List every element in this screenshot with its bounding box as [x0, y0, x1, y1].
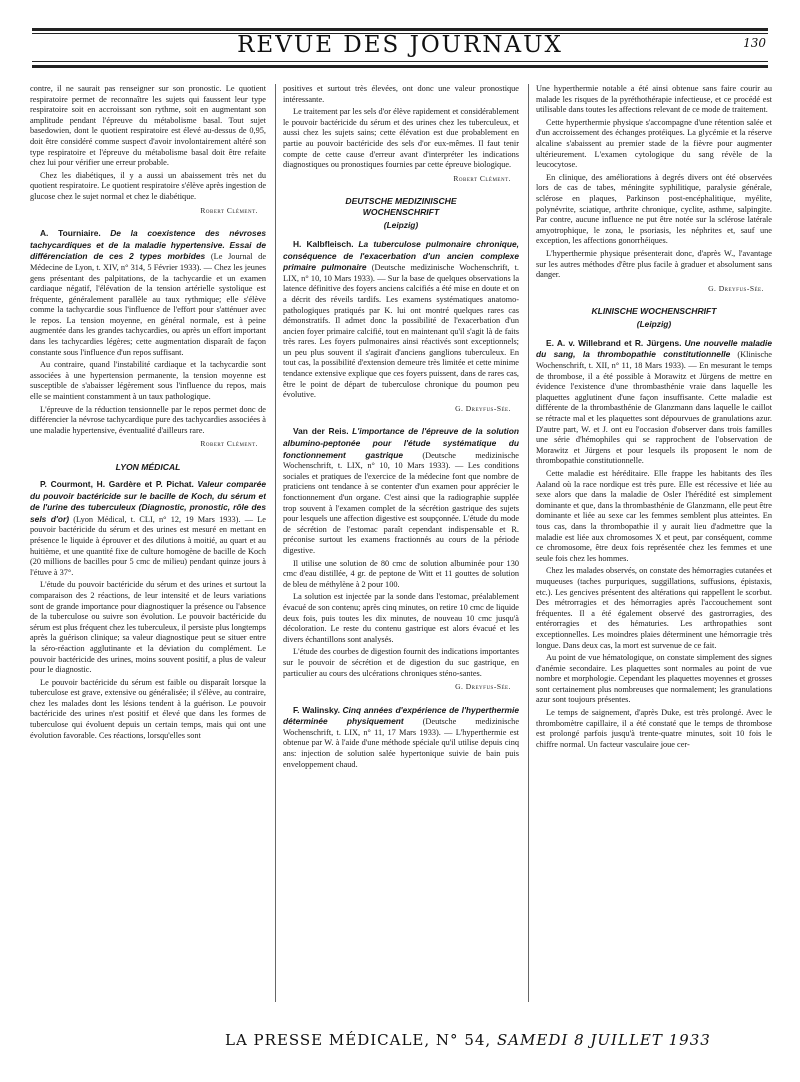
running-title: REVUE DES JOURNAUX: [237, 32, 563, 58]
signature: Robert Clément.: [200, 205, 258, 215]
paragraph: Au point de vue hématologique, on constate simplement des signes d'anémie secondaire. Les plaquettes sont normales au point de vue nombre et morphologie. Cependant les plaquettes moyennes et grosses sont certainement plus nombreuses que normalement; les granulations azur sont toujours présentes.: [536, 653, 772, 705]
masthead-top-rule: [32, 28, 768, 31]
paragraph: Le pouvoir bactéricide du sérum est faible ou disparaît lorsque la tuberculose est grave, extensive ou généralisée; il s'élève, au contraire, chez les malades dont les lésions tendent à la guérison. Le pouvoir bactéricide des urines n'est positif et élevé que dans les formes de tuberculose qui évoluent depuis un certain temps, mais qui ont une évolution favorable. Ces réactions, lorsqu'elles sont: [30, 677, 266, 740]
abstract-courmont: [30, 479, 266, 578]
section-heading-deutsche-line2: WOCHENSCHRIFT: [362, 207, 440, 218]
paragraph: Au contraire, quand l'instabilité cardiaque et la tachycardie sont associées à une hypertension permanente, la tension moyenne est susceptible de s'abaisser légèrement sous l'influence du repos, mais elle se maintient constamment à un taux pathologique.: [30, 360, 266, 402]
signature: G. Dreyfus-Sée.: [455, 403, 511, 413]
paragraph: L'hyperthermie physique présenterait donc, d'après W., l'avantage sur les autres méthodes d'être plus facile à graduer et absolument sans danger.: [536, 248, 772, 280]
paragraph: La solution est injectée par la sonde dans l'estomac, préalablement évacué de son contenu; après cinq minutes, on retire 10 cmc de liquide deux fois, puis toutes les dix minutes, de nouveau 10 cmc jusqu'à décoloration. Le reste du contenu gastrique est alors évacué et les divers échantillons sont analysés.: [283, 592, 519, 644]
paragraph: Chez les diabétiques, il y a aussi un abaissement très net du quotient respiratoire. Le quotient respiratoire s'élève après ingestion de glucose chez le sujet normal et chez le diabétique.: [30, 170, 266, 201]
masthead-bottom-rule: [32, 65, 768, 68]
paragraph: Cette maladie est héréditaire. Elle frappe les habitants des îles Aaland où la race nordique est très pure. Elle est récessive et liée au sexe alors que dans la maladie de Osler l'hérédité est simplement dominante et que, dans la thrombasthénie de Glanzmann, elle peut être dominante et liée au sexe car les femmes semblent plus atteintes. En tous cas, dans la thrombopathie il y aurait lieu d'admettre que la maladie est liée aux chromosomes X et peut, par conséquent, comme ce chromosome, être deux fois représentée chez les femmes et une seule fois chez les hommes.: [536, 469, 772, 563]
article-authors: Van der Reis.: [293, 426, 349, 437]
abstract-tourniaire: [30, 228, 266, 358]
column-right: [536, 84, 772, 1002]
footer-date: SAMEDI 8 JUILLET 1933: [496, 1031, 711, 1049]
article-authors: A. Tourniaire.: [40, 228, 101, 239]
paragraph: L'épreuve de la réduction tensionnelle par le repos permet donc de différencier la névrose tachycardique pure des tachycardies associées à une maladie hypertensive, éventualité d'ailleurs rare.: [30, 404, 266, 435]
paragraph: Le temps de saignement, d'après Duke, est très prolongé. Avec le thrombomètre capillaire, il a été constaté que le temps de thrombose est prolongé parfois jusqu'à trente-quatre minutes, soit 10 fois le chiffre normal. Un facteur vasculaire joue cer-: [536, 708, 772, 749]
article-title: De la coexistence des névroses tachycardiques et de la maladie hypertensive. Essai de différenciation de ces 2 types morbides: [30, 228, 266, 262]
paragraph: L'étude des courbes de digestion fournit des indications importantes sur le pouvoir de sécrétion et de digestion du suc gastrique, en particulier au cours des ulcérations chroniques sténo-santes.: [283, 647, 519, 678]
signature: G. Dreyfus-Sée.: [455, 682, 511, 692]
article-authors: E. A. v. Willebrand et R. Jürgens.: [546, 337, 682, 348]
column-middle: [283, 84, 519, 1002]
column-divider: [275, 84, 276, 1002]
article-body: (Klinische Wochenschrift, t. XII, n° 11, 18 Mars 1933). — En mesurant le temps de thrombose, il a été possible à Morawitz et Jürgens de mettre en évidence l'existence d'une thrombasthénie vraie dans laquelle les plaquettes agglutinent d'une façon insuffisante. Cette maladie est différente de la thrombasthénie de Glanzmann dans laquelle le caillot se rétracte mal et les plaquettes sont dépourvues de granulations azur. D'autre part, W. et J. ont eu l'occasion d'observer dans trois familles une série d'hémophiles qui se rapprochent de l'observation de Morawitz et Jürgens et pour lesquels ils proposent le nom de thrombopathie constitutionnelle.: [536, 350, 772, 466]
section-heading-klinische: KLINISCHE WOCHENSCHRIFT: [591, 306, 717, 317]
abstract-kalbfleisch: [283, 239, 519, 401]
section-heading-lyon-medical: LYON MÉDICAL: [115, 462, 181, 472]
section-subheading: (Leipzig): [636, 319, 672, 330]
article-body: (Lyon Médical, t. CLI, n° 12, 19 Mars 1933). — Le pouvoir bactéricide du sérum et des urines est mesuré en mettant en présence le liquide à éprouver et des dilutions à moitié, au quart et au huitième, et une quantité fixe de culture homogène de bacille de Koch (20 millions de bacilles pour 5 cmc de milieu) pendant quinze jours à l'étuve à 37°.: [30, 514, 266, 577]
signature: G. Dreyfus-Sée.: [708, 283, 764, 293]
article-title: Valeur comparée du pouvoir bactéricide sur le bacille de Koch, du sérum et de l'urine des tuberculeux (Diagnostic, pronostic, rôle des sels d'or): [30, 479, 266, 524]
paragraph: Il utilise une solution de 80 cmc de solution albuminée pour 130 cmc d'eau distillée, 4 gr. de peptone de Witt et 11 gouttes de solution de bleu de méthylène à 2 pour 100.: [283, 558, 519, 589]
paragraph: Une hyperthermie notable a été ainsi obtenue sans faire courir au malade les risques de la pyréthothérapie infectieuse, et ce procédé est utilisable dans toutes les affections relevant de ce mode de traitement.: [536, 84, 772, 115]
masthead: [32, 28, 768, 68]
masthead-bottom-rule-thin: [32, 61, 768, 62]
article-body: (Deutsche medizinische Wochenschrift, t. LIX, n° 10, 10 Mars 1933). — Les conditions sociales et pratiques de l'exercice de la médecine font que nombre de praticiens ont tendance à se contenter d'un examen pour apprécier le fonctionnement d'un organe. C'est ainsi que la radiographie supplée trop souvent à l'examen complet de la sécrétion gastrique des sujets pour lesquels une affection digestive est soupçonnée. L'étude du mode de sécrétion de l'estomac paraît cependant indispensable et R. préconise surtout les examens fractionnés au cours de la période digestive.: [283, 450, 519, 555]
signature: Robert Clément.: [200, 439, 258, 449]
article-body: (Le Journal de Médecine de Lyon, t. XIV, n° 314, 5 Février 1933). — Chez les jeunes gens présentant des palpitations, de la tachycardie et un examen cardiaque négatif, l'élévation de la tension artérielle systolique est fréquente, généralement parallèle au taux rythmique; elle s'élève comme la tachycardie sous l'influence de l'effort pour s'atténuer avec le repos. La tension moyenne, en général normale, est à peine augmentée dans les grandes tachycardies, ou après un effort important dans les tachycardies légères; cette augmentation disparaît de façon constante sous l'influence d'un repos suffisant.: [30, 252, 266, 357]
page-footer: [225, 1031, 765, 1061]
section-heading-deutsche-line1: DEUTSCHE MEDIZINISCHE: [345, 196, 457, 207]
paragraph: En clinique, des améliorations à degrés divers ont été observées lors de cas de tabes, méningite syphilitique, paralysie générale, sclérose en plaques, Parkinson post-encéphalitique, myélite, polynévrite, sciatique, arthrite chronique, cyclite, asthme, salpingite. Par contre, aucune influence ne put être notée sur la sclérose latérale amyotrophique, le zona, le psoriasis, les néphrites et, sauf une exception, les affections gonorrhéiques.: [536, 172, 772, 246]
abstract-van-der-reis: [283, 426, 519, 556]
article-title: Cinq années d'expérience de l'hyperthermie déterminée physiquement: [283, 704, 519, 727]
article-title: La tuberculose pulmonaire chronique, conséquence de l'exacerbation d'un ancien complexe primaire pulmonaire: [283, 238, 519, 273]
paragraph: Le traitement par les sels d'or élève rapidement et considérablement le pouvoir bactéricide du sérum et des urines chez les tuberculeux, et aussi chez les sujets sains; cette élévation est due probablement en partie au pouvoir bactéricide des sels d'or eux-mêmes. Il faut tenir compte de cette cause d'erreur avant d'interpréter les indications diagnostiques ou pronostiques fournies par cette épreuve biologique.: [283, 107, 519, 170]
article-body: (Deutsche medizinische Wochenschrift, t. LIX, n° 11, 17 Mars 1933). — L'hyperthermie est obtenue par W. à l'aide d'une méthode spéciale qu'il utilise depuis cinq ans: injection de solution salée hypertonique suivie de bain puis enveloppement chaud.: [283, 717, 519, 769]
article-authors: H. Kalbfleisch.: [293, 238, 354, 249]
page-number: 130: [743, 36, 766, 50]
abstract-walinsky: [283, 705, 519, 771]
section-subheading: (Leipzig): [383, 220, 419, 231]
paragraph: positives et surtout très élevées, ont donc une valeur pronostique intéressante.: [283, 84, 519, 104]
article-body: (Deutsche medizinische Wochenschrift, t. LIX, n° 10, 10 Mars 1933). — Sur la base de quelques observations la latence définitive des foyers anciens calcifiés a été mise en doute et on a décrit des réveils tardifs. Les examens systématiques anatomo-pathologiques pratiqués par K. lui ont montré quelques rares cas démonstratifs. Il admet donc la possibilité de l'exacerbation d'un ancien foyer primaire calcifié, tout en maintenant qu'il s'agit là de faits très rares. Les foyers pulmonaires ainsi réactivés sont exceptionnels; un peu plus souvent il s'agirait d'anciens ganglions tuberculeux. En tout cas, la possibilité d'extension demeure très limitée et cette minime tendance extensive explique que ces foyers puissent, dans de rares cas, être le point de départ de tuberculose chronique du poumon peu évolutive.: [283, 263, 519, 400]
column-left: [30, 84, 266, 1002]
paragraph: Chez les malades observés, on constate des hémorragies cutanées et muqueuses (taches purpuriques, suggillations, suffusions, épistaxis, etc.). Les gencives présentent des altérations qui rappellent le scorbut. Des métrorragies et des hémorragies après l'accouchement sont fréquentes. Il a été également observé des gastrorragies, des entérorragies et des hématuries. Les arthropathies sont exceptionnelles. Les moindres plaies déterminent une hémorragie très longue. Dans deux cas, la mort est survenue de ce fait.: [536, 566, 772, 650]
article-title: Une nouvelle maladie du sang, la thrombopathie constitutionnelle: [536, 337, 772, 360]
paragraph: contre, il ne saurait pas renseigner sur son pronostic. Le quotient respiratoire permet de reconnaître les sujets qui faussent leur type respiratoire soit en accroissant son rythme, soit en augmentant son amplitude pendant l'épreuve du métabolisme basal. Tout sujet basedowien, dont le quotient respiratoire est élevé au-dessus de 0,95, doit être considéré comme suspect d'avoir involontairement altéré son type respiratoire et l'épreuve du métabolisme basal doit être refaite chez lui pour vérifier une erreur probable.: [30, 84, 266, 168]
paragraph: L'étude du pouvoir bactéricide du sérum et des urines et surtout la comparaison des 2 réactions, de leur intensité et de leurs variations sont de grande importance pour diagnostiquer la présence ou l'absence de la tuberculose ou suivre son évolution. Le pouvoir bactéricide du sérum est plus fréquent chez les tuberculeux, il persiste plus longtemps après la guérison clinique; sa valeur diagnostique peut se situer entre la séro-réaction agglutinante et la déviation du complément. Le pouvoir bactéricide des urines, moins souvent positif, a plus de valeur pour le diagnostic.: [30, 580, 266, 675]
signature: Robert Clément.: [453, 173, 511, 183]
article-authors: P. Courmont, H. Gardère et P. Pichat.: [40, 479, 194, 489]
text-columns: [30, 84, 772, 1002]
column-divider: [528, 84, 529, 1002]
article-title: L'importance de l'épreuve de la solution albumino-peptonée pour l'étude systématique du fonctionnement gastrique: [283, 426, 519, 460]
footer-journal: LA PRESSE MÉDICALE, N° 54,: [225, 1031, 492, 1049]
article-authors: F. Walinsky.: [293, 704, 340, 715]
paragraph: Cette hyperthermie physique s'accompagne d'une rétention salée et d'un accroissement des échanges protéiques. La glycémie et la réserve alcaline s'abaissent au premier stade de la fièvre pour augmenter ultérieurement. L'examen cytologique du sang révèle de la leucocytose.: [536, 117, 772, 170]
abstract-willebrand: [536, 338, 772, 467]
